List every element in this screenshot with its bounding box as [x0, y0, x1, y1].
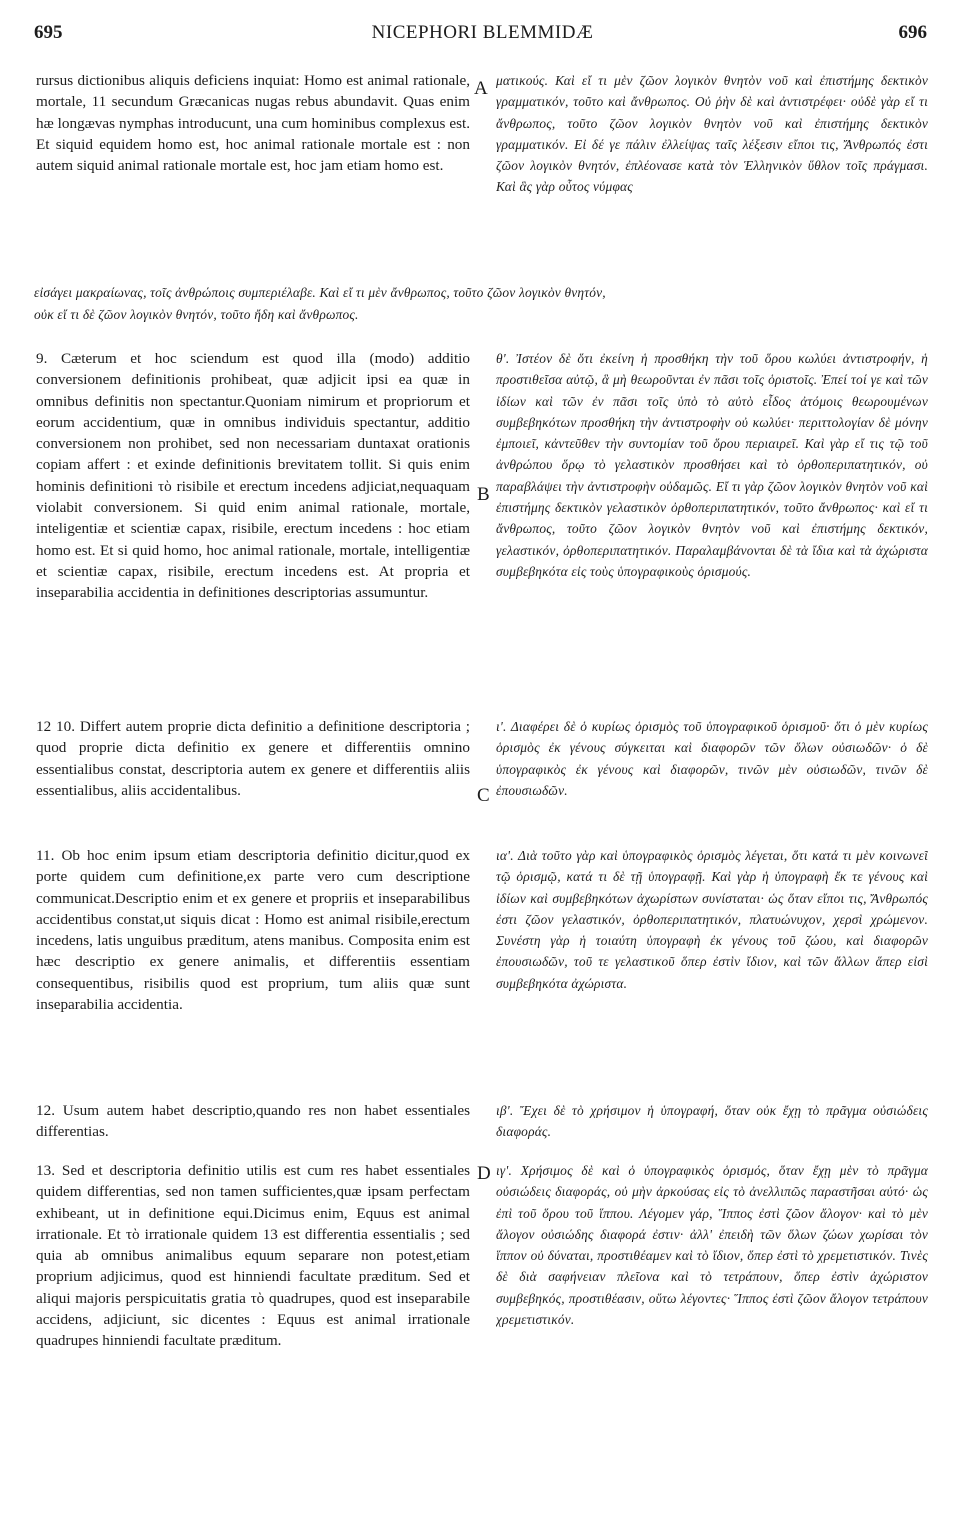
margin-letter-a: A [474, 78, 488, 99]
margin-letter-b: B [477, 484, 490, 505]
running-title: NICEPHORI BLEMMIDÆ [371, 22, 594, 43]
greek-full-width-line-1: εἰσάγει μακραίωνας, τοῖς ἀνθρώποις συμπεριέλαβε. Καὶ εἴ τι μὲν ἄνθρωπος, τοῦτο ζῶον λογικὸν θνητόν, [34, 285, 606, 300]
latin-section-11 [36, 845, 470, 1081]
greek-section-12 [496, 1100, 928, 1146]
greek-paragraph-13: ιγ'. Χρήσιμος δὲ καὶ ὁ ὑπογραφικὸς ὁρισμός, ὅταν ἔχῃ μὲν τὸ πρᾶγμα οὐσιώδεις διαφοράς, οὐ μὴν ἀρκούσας εἰς τὸ ἀνελλιπῶς παραστῆσαι αὐτό· ὡς ἐπὶ τοῦ ὅρου τοῦ ἵππου. Λέγομεν γάρ, Ἵππος ἐστὶ ζῶον ἄλογον· καὶ τὸ μὲν ἄλογον οὐσιώδης διαφορά ἐστιν· ἀλλ' ἐπειδὴ τῶν ὅλων ζώων χωρίσαι τὸν ἵππον οὐ δύναται, προστιθέαμεν καὶ τὸ ἴδιον, ὅπερ ἐστὶ τὸ χρεμετιστικόν. Τινὲς δὲ διὰ σαφήνειαν πλεῖονα καὶ τὸ τετράπουν, ὅπερ ἐστὶν ἀχώριστον συμβεβηκός, προστιθέασιν, οὕτω λέγοντες· Ἵππος ἐστὶ ζῶον ἄλογον τετράπουν χρεμετιστικόν. [496, 1163, 928, 1328]
latin-section-9 [36, 348, 470, 710]
greek-paragraph-9: θ'. Ἰστέον δὲ ὅτι ἐκείνη ἡ προσθήκη τὴν τοῦ ὅρου κωλύει ἀντιστροφήν, ἡ προστιθεῖσα αὐτῷ, ἃ μὴ θεωροῦνται ἐν πᾶσι τοῖς ὁριστοῖς. Ἐπεί τοί γε καὶ τῶν ἰδίων καὶ τῶν ἐν πᾶσι τοῖς ὑπὸ τὸ αὐτὸ εἶδος ἀτόμοις θεωρουμένων συμβεβηκότων προσθήκη τὴν ἀντιστροφὴν οὐ κωλύει· περιττολογίαν δὲ μόνην ἐμποιεῖ, κἀντεῦθεν τὴν συντομίαν τοῦ ὅρου περιαιρεῖ. Καὶ γὰρ εἴ τις τῷ τοῦ ἀνθρώπου ὅρῳ τὸ γελαστικὸν προσθήσει καὶ τὸ ὀρθοπεριπατητικόν, οὐ παραβλάψει τὴν ἀντιστροφὴν οὐδαμῶς. Εἴ τι γὰρ ζῶον λογικὸν θνητὸν νοῦ καὶ ἐπιστήμης δεκτικὸν γελαστικὸν ὀρθοπεριπατητικόν, τοῦτο ἄνθρωπος· καὶ εἴ τι ἄνθρωπος, τοῦτο ζῶον λογικὸν θνητὸν νοῦ καὶ ἐπιστήμης δεκτικόν, γελαστικόν, ὀρθοπεριπατητικόν. Παραλαμβάνονται δὲ τὰ ἴδια καὶ τὰ ἀχώριστα συμβεβηκότα εἰς τοὺς ὑπογραφικοὺς ὁρισμούς. [496, 351, 928, 579]
latin-paragraph-9: 9. Cæterum et hoc sciendum est quod illa (modo) additio conversionem definitionis prohibeat, quæ adjicit ipsi ea quæ in omnibus definitis non spectantur.Quoniam nimirum et propriorum et eorum accidentium, quæ in omnibus individuis spectantur, additio conversionem non prohibet, sed non necessariam duntaxat orationis copiam affert : et exinde definitionis brevitatem tollit. Si quis enim hominis definitioni τὸ risibile et erectum incedens adjiciat,nequaquam violabit conversionem. Si quid enim animal rationale, mortale, inteligentiæ et scientiæ capax, risibile, erectum incedens : hoc etiam homo est. Et si quid homo, hoc animal rationale, mortale, intelligentiæ et scientiæ capax, risibile, erectum incedens est. At propria et inseparabilia accidentia in definitiones descriptorias assumuntur. [36, 350, 470, 602]
greek-full-width-line-2: οὐκ εἴ τι δὲ ζῶον λογικὸν θνητόν, τοῦτο ἤδη καὶ ἄνθρωπος. [34, 307, 359, 322]
greek-paragraph-11: ια'. Διὰ τοῦτο γὰρ καὶ ὑπογραφικὸς ὁρισμὸς λέγεται, ὅτι κατά τι μὲν κοινωνεῖ τῷ ὁρισμῷ, κατά τι δὲ τῇ ὑπογραφῇ. Καὶ γὰρ ἡ ὑπογραφὴ ἔκ τε γένους καὶ ἰδίων καὶ συμβεβηκότων ἀχωρίστων συνίσταται· ὡς ὅταν εἴποι τις, Ἄνθρωπός ἐστι ζῶον γελαστικόν, ὀρθοπεριπατητικόν, πλατυώνυχον, χερσὶ χρώμενον. Συνέστη γὰρ ἡ τοιαύτη ὑπογραφὴ ἐκ γένους τοῦ ζώου, καὶ διαφορῶν ἐπουσιωδῶν, τοῦ τε γελαστικοῦ ὅπερ ἐστὶν ἴδιον, καὶ τῶν ἄλλων ἅπερ εἰσὶ συμβεβηκότα ἀχώριστα. [496, 848, 928, 991]
greek-section-13 [496, 1160, 928, 1500]
greek-section-11 [496, 845, 928, 1081]
latin-paragraph-10: 12 10. Differt autem proprie dicta definitio a definitione descriptoria ; quod proprie dicta definitio ex genere et differentiis omnino essentialibus constat, descriptoria autem ex genere et differentiis aliis essentialibus, aliis accidentalibus. [36, 718, 470, 799]
latin-column-top [36, 70, 470, 284]
latin-section-13 [36, 1160, 470, 1500]
latin-paragraph-continuation: rursus dictionibus aliquis deficiens inquiat: Homo est animal rationale, mortale, 11 secundum Græcanicas nugas rebus abundavit. Quas enim hæ longævas nymphas introducunt, una cum hominibus complexus est. Et siquid equidem homo est, hoc animal rationale mortale est : non autem siquid animal rationale mortale est, hoc jam etiam homo est. [36, 72, 470, 175]
latin-paragraph-11: 11. Ob hoc enim ipsum etiam descriptoria definitio dicitur,quod ex porte quidem cum definitione,ex parte vero cum descriptione communicat.Descriptio enim et ex genere et propriis et inseparabilibus accidentibus constat,ut siquis dicat : Homo est animal risibile,erectum incedens, latis unguibus præditum, atens manibus. Composita enim est hæc descriptio ex genere animalis, et differentiis essentiam consequentibus, risibilis quod est proprium, tum aliis quæ sunt inseparabilia accidentia. [36, 847, 470, 1014]
page-number-right: 696 [898, 22, 927, 43]
greek-section-10 [496, 716, 928, 826]
margin-letter-d: D [477, 1163, 491, 1184]
running-header [0, 22, 965, 52]
latin-section-10 [36, 716, 470, 826]
latin-paragraph-13: 13. Sed et descriptoria definitio utilis est cum res habet essentiales quidem differentias, sed non tamen sufficientes,quæ ipsam perfectam exhibeant, ut in definitione equi.Dicimus enim, Equus est animal irrationale. Et τὸ irrationale quidem 13 est differentia essentialis ; sed quia ab omnibus animalibus equum separare non potest,etiam proprium adjicimus, quod est hinniendi facultate præditum. Sed et aliqui majoris perspicuitatis gratia τὸ quadrupes, quod est inseparabile accidens, adjiciunt, sic dicentes : Equus est animal irrationale quadrupes hinniendi facultate præditum. [36, 1162, 470, 1350]
greek-section-9 [496, 348, 928, 710]
latin-section-12 [36, 1100, 470, 1146]
page-number-left: 695 [34, 22, 63, 43]
greek-paragraph-12: ιβ'. Ἔχει δὲ τὸ χρήσιμον ἡ ὑπογραφή, ὅταν οὐκ ἔχῃ τὸ πρᾶγμα οὐσιώδεις διαφοράς. [496, 1103, 928, 1140]
greek-column-top [496, 70, 928, 284]
margin-letter-c: C [477, 785, 490, 806]
greek-paragraph-continuation: ματικούς. Καὶ εἴ τι μὲν ζῶον λογικὸν θνητὸν νοῦ καὶ ἐπιστήμης δεκτικὸν γραμματικόν, τοῦτο καὶ ἄνθρωπος. Οὐ ῥὴν δὲ καὶ ἀντιστρέφει· οὐδὲ γὰρ εἴ τι ἄνθρωπος, τοῦτο ζῶον λογικὸν θνητὸν νοῦ καὶ ἐπιστήμης δεκτικὸν γραμματικόν. Εἰ δέ γε πάλιν ἐλλείψας ταῖς λέξεσιν εἴποι τις, Ἄνθρωπός ἐστι ζῶον λογικὸν θνητόν, ἐπλέονασε κατὰ τὸν Ἑλληνικὸν ὕθλον τοῖς πράγμασι. Καὶ ἃς γὰρ οὗτος νύμφας [496, 73, 928, 195]
latin-paragraph-12: 12. Usum autem habet descriptio,quando res non habet essentiales differentias. [36, 1102, 470, 1141]
greek-paragraph-10: ι'. Διαφέρει δὲ ὁ κυρίως ὁρισμὸς τοῦ ὑπογραφικοῦ ὁρισμοῦ· ὅτι ὁ μὲν κυρίως ὁρισμὸς ἐκ γένους σύγκειται καὶ διαφορῶν τῶν ὅλων οὐσιωδῶν· ὁ δὲ ὑπογραφικὸς ἐκ γένους καὶ διαφορῶν, τινῶν μὲν οὐσιωδῶν, τινῶν δὲ ἐπουσιωδῶν. [496, 719, 928, 798]
